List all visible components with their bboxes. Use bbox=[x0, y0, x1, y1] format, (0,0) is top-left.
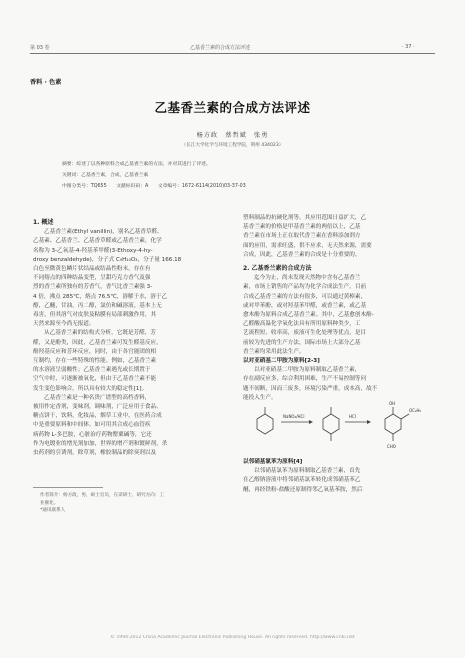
paragraph-line: 虫药剂的引诱剂，除草剂，橡胶制品的除臭剂以及 bbox=[33, 450, 157, 457]
header-rule bbox=[30, 53, 435, 54]
paragraph-line: 迄今为止，尚未发现天然物中含有乙基香兰 bbox=[254, 275, 361, 282]
molecule-2 bbox=[323, 407, 339, 441]
paragraph-line: 塑料制品的抗硬化剂等。其应用范围日益扩大，乙 bbox=[243, 215, 367, 221]
paragraph-line: 名称为 3-乙氧基-4-羟基苯甲醛(3-Ethoxy-4-hy- bbox=[33, 247, 153, 254]
paragraph-line: 从乙基香兰素的结构式分析，它既是芳醛，芳 bbox=[44, 330, 156, 337]
paragraph-line: 香兰素在市场上正在取代香兰素在香料添加剂方 bbox=[243, 233, 361, 240]
group-oet-label: OC₂H₅ bbox=[409, 408, 422, 413]
header-page-number: · 37 · bbox=[402, 44, 415, 50]
section-heading: 2. 乙基香兰素的合成方法 bbox=[243, 265, 312, 273]
paragraph-line: 乙醛酸高温化学氧化法具有所用原料种类少，工 bbox=[243, 321, 361, 328]
authors: 杨方政 蔡哲斌 张勇 bbox=[196, 132, 269, 139]
paragraph-line: 素，市场上销售的产品均为化学合成法生产。目前 bbox=[243, 284, 367, 291]
group-cho-label: CHO bbox=[387, 444, 396, 449]
page-footer: © 1994-2012 China Academic Journal Electronic Publishing House. All rights reserved. http://www.cnki.net bbox=[110, 635, 355, 640]
footnote bbox=[40, 492, 232, 515]
paragraph-line: 能投入生产。 bbox=[243, 394, 277, 401]
footnote-line: 业催化。 bbox=[40, 500, 59, 506]
keywords: 关键词：乙基香兰素，合成，乙基香兰素 bbox=[62, 173, 149, 178]
paragraph-line: 基香兰素的价格是甲基香兰素的两倍以上，乙基 bbox=[243, 224, 361, 231]
paragraph-line: 天然来源至今尚无报道。 bbox=[33, 321, 95, 328]
paragraph-line: 醛，又是酚类，因此，乙基香兰素可发生醛基反应， bbox=[33, 339, 162, 346]
paragraph-line: 酚羟基反应和芳环反应，同时，由于各官能团的相 bbox=[33, 348, 157, 355]
group-oh-label: OH bbox=[389, 401, 396, 406]
paragraph-line: 被用作定香剂，变味剂，调味剂，广泛应用于食品、 bbox=[33, 404, 162, 411]
paragraph-line: 存在副反应多，综合利用困难，生产不易控制等问 bbox=[243, 376, 367, 383]
abstract: 摘要：综述了以各种原料合成乙基香兰素的方法，并对其进行了评述。 bbox=[62, 162, 211, 167]
paragraph-line: 醇，乙醚，甘油，丙二醇，氯仿和碱溶液。基本上无 bbox=[33, 302, 162, 309]
paragraph-line: 空气中时，可逐渐被氧化，但由于乙基香兰素不能 bbox=[33, 376, 157, 383]
page-title: 乙基香兰素的合成方法评述 bbox=[154, 100, 311, 115]
subsection-heading: 以对亚硝基二甲胺为原料[2-3] bbox=[243, 358, 320, 365]
paragraph-line: 白色至微黄色鳞片状结晶或结晶性粉末，存在有 bbox=[33, 266, 151, 273]
right-column-top bbox=[243, 214, 441, 403]
paragraph-line: 香兰素均采用此法生产。 bbox=[243, 348, 305, 355]
paragraph-line: 4 倍，沸点 285℃，熔点 76.5℃，溶解于水，溶于乙 bbox=[33, 293, 168, 300]
right-column-bottom bbox=[243, 458, 441, 495]
paragraph-line: 在乙醇钠溶液中将邻硝基氯苯转化成邻硝基苯乙 bbox=[243, 477, 361, 484]
paragraph-line: 乙基香兰素是一种名贵广谱型的高档香料， bbox=[44, 394, 151, 401]
footnote-line: *通讯联系人 bbox=[40, 508, 66, 513]
classification-line: 中图分类号：TQ655 文献标识码：A 文章编号：1672-6114(2010)03-37-03 bbox=[62, 184, 246, 189]
paragraph-line: 愈木酚为原料合成乙基香兰素。其中，乙基愈创木酚- bbox=[243, 312, 374, 319]
reagent-2-label: HCl bbox=[349, 414, 356, 419]
paragraph-line: 醚，再经铁粉-盐酸还原制得邻乙氧基苯胺，然后 bbox=[243, 486, 363, 493]
paragraph-line: 不同熔点的四种结晶变型，呈甜巧克力香气及强 bbox=[33, 275, 151, 282]
paragraph-line: 艺流程短，收率高，废液可生化处理等优点，是目 bbox=[243, 330, 367, 337]
paragraph-line: 糖点饼干，饮料，化妆品，烟草工业中，在医药合成 bbox=[33, 413, 162, 420]
paragraph-line: 乙基素、乙基香兰、乙基香草醛或乙基香兰素，化学 bbox=[33, 238, 162, 245]
paragraph-line: 病药物 L-多巴胺，心脏治疗药物罂粟碱等，它还 bbox=[33, 431, 152, 438]
paragraph-line: 题不间断，因而三废多，环境污染严重，成本高，故不 bbox=[243, 385, 378, 392]
footnote-line: 作者简介：杨方政，男，硕士官员，在读研士，研究方向：工 bbox=[40, 493, 165, 498]
paragraph-line: 合成乙基香兰素的方法有很多，可以通过黄樟素， bbox=[243, 293, 367, 300]
molecule-1 bbox=[257, 407, 273, 434]
affiliation: （长江大学化学与环境工程学院，荆州 434023） bbox=[181, 143, 284, 148]
reaction-arrowhead-2 bbox=[367, 420, 371, 424]
left-column bbox=[33, 214, 231, 458]
reaction-scheme bbox=[243, 400, 441, 450]
paragraph-line: 中是重要原料和中间体。如可用其合成心血管疾 bbox=[33, 422, 151, 429]
paragraph-line: 乙基香兰素(Ethyl vanillin)，别名乙基香草醛、 bbox=[44, 229, 163, 236]
paragraph-line: 互制约，存在一些特殊的性能。例如，乙基香兰素 bbox=[33, 358, 157, 365]
reagent-1-label: NaNO₂/HCl bbox=[283, 414, 305, 419]
section-tag: 香料 · 色素 bbox=[30, 79, 62, 86]
reaction-arrowhead-1 bbox=[309, 420, 313, 424]
paragraph-line: 或对甲苯酚，或对羟基苯甲醛，或香兰素，或乙基 bbox=[243, 302, 367, 309]
paragraph-line: 面的应用，需求旺盛，供不应求，无天然来源，需要 bbox=[243, 242, 372, 249]
paragraph-line: droxy benzaldehyde)，分子式 C₉H₁₀O₃，分子量 166.18 bbox=[33, 256, 182, 263]
molecule-3 bbox=[385, 407, 409, 441]
paragraph-line: 烈的香兰素所独有的芳香气，香气比香兰素强 3- bbox=[33, 284, 153, 291]
paragraph-line: 以邻硝基氯苯为原料制取乙基香兰素，首先 bbox=[254, 468, 361, 475]
paragraph-line: 发生变色影响合，所以具有较大的稳定性[1]。 bbox=[33, 385, 148, 392]
paragraph-line: 作为电镀业的增光剂加加，世界的增产剂和镀鲜剂，杀 bbox=[33, 440, 168, 447]
section-heading: 1. 概述 bbox=[33, 219, 54, 226]
paragraph-line: 合成，因此，乙基香兰素的合成是十分重要的。 bbox=[243, 251, 361, 258]
paragraph-line: 以对亚硝基二甲胺为原料制取乙基香兰素， bbox=[254, 367, 361, 374]
paragraph-line: 的水溶液呈弱酸性；乙基香兰素遇光或长期置于 bbox=[33, 367, 151, 374]
paragraph-line: 前较为先进的生产方法，国际市场上大部分乙基 bbox=[243, 339, 361, 346]
footnote-rule bbox=[33, 487, 103, 488]
subsection-heading: 以邻硝基氯苯为原料[4] bbox=[243, 459, 303, 465]
header-volume: 第 03 卷 bbox=[30, 45, 50, 51]
paragraph-line: 毒害，但其溶气对皮肤及粘膜有局部刺激作用，其 bbox=[33, 312, 157, 319]
header-running-title: 乙基香兰素的合成方法评述 bbox=[190, 45, 251, 51]
